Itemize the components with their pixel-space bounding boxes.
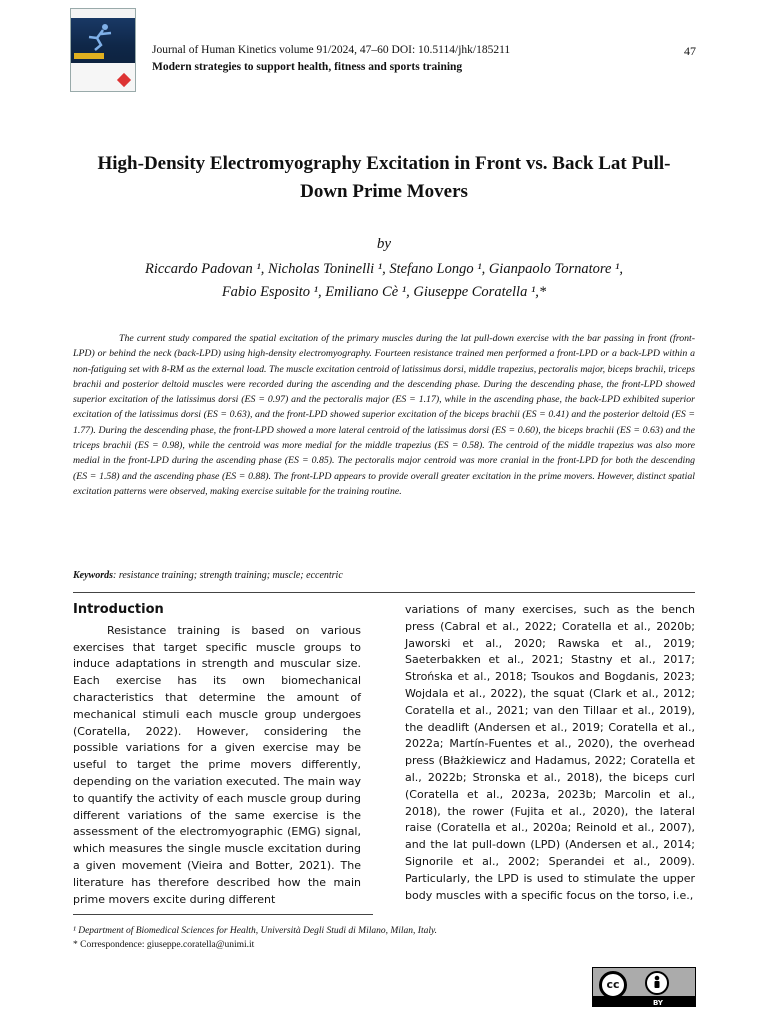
keywords xyxy=(73,570,343,581)
footnote-correspondence: * Correspondence: giuseppe.coratella@unimi.it xyxy=(73,940,255,950)
abstract: The current study compared the spatial excitation of the primary muscles during the lat pull-down exercise with the bar passing in front (front-LPD) or behind the neck (back-LPD) using high-density electromyography. Fourteen resistance trained men performed a front-LPD or a back-LPD within a non-fatiguing set with 8-RM as the external load. The muscle excitation centroid of latissimus dorsi, middle trapezius, pectoralis major, biceps brachii, triceps brachii and posterior deltoid muscles were recorded during the ascending and the descending phase. During the descending phase, the front-LPD showed superior excitation of the latissimus dorsi (ES = 0.97) and the pectoralis major (ES = 1.17), while in the ascending phase, the back-LPD exhibited superior excitation of the latissimus dorsi (ES = 0.63), and the front-LPD showed superior excitation of the biceps brachii (ES = 0.41) and the posterior deltoid (ES = 1.77). During the descending phase, the front-LPD showed a more lateral centroid of the latissimus dorsi (ES = 0.60), the biceps brachii (ES = 0.63) and the triceps brachii (ES = 0.98), while the centroid was more medial for the middle trapezius (ES = 0.58). The centroid of the middle trapezius was also more medial in the front-LPD during the ascending phase (ES = 0.85). The pectoralis major centroid was more cranial in the front-LPD for both the descending (ES = 1.58) and the ascending phase (ES = 0.88). The front-LPD appears to provide overall greater excitation in the prime movers. However, distinct spatial excitation patterns were observed, making exercise suitable for the training routine. xyxy=(73,333,695,497)
authors-line-2: Fabio Esposito ¹, Emiliano Cè ¹, Giuseppe Coratella ¹,* xyxy=(221,284,547,300)
cover-top-band xyxy=(71,9,135,18)
by-label: by xyxy=(376,236,392,252)
keywords-list: : resistance training; strength training; muscle; eccentric xyxy=(113,570,343,581)
journal-cover-image xyxy=(70,8,136,92)
article-title: High-Density Electromyography Excitation in Front vs. Back Lat Pull-Down Prime Movers xyxy=(97,153,671,202)
body-column-left xyxy=(73,602,361,908)
body-paragraph-right: variations of many exercises, such as the bench press (Cabral et al., 2022; Coratella et al., 2020b; Jaworski et al., 2020; Rawska et al., 2019; Saeterbakken et al., 2021; Stastny et al., 2017; Strońska et al., 2018; Tsoukos and Bogdanis, 2023; Wojdala et al., 2022), the squat (Clark et al., 2012; Coratella et al., 2021; van den Tillaar et al., 2019), the deadlift (Andersen et al., 2019; Coratella et al., 2022a; Martín-Fuentes et al., 2020), the overhead press (Błażkiewicz and Hadamus, 2022; Coratella et al., 2022b; Stronska et al., 2018), the biceps curl (Coratella et al., 2023a, 2023b; Marcolin et al., 2018), the rower (Fujita et al., 2020), the lateral raise (Coratella et al., 2020a; Reinold et al., 2007), and the lat pull-down (LPD) (Andersen et al., 2014; Signorile et al., 2002; Sperandei et al., 2009). Particularly, the LPD is used to stimulate the upper body muscles with a specific focus on the torso, i.e., xyxy=(405,603,695,902)
athlete-figure-icon xyxy=(85,23,115,51)
footnote-affiliation: ¹ Department of Biomedical Sciences for Health, Università Degli Studi di Milano, Milan, Italy. xyxy=(73,926,438,936)
footnote-divider xyxy=(73,914,373,915)
cover-title-band xyxy=(74,53,104,59)
keywords-label: Keywords xyxy=(73,570,113,581)
journal-citation: Journal of Human Kinetics volume 91/2024, 47–60 DOI: 10.5114/jhk/185211 xyxy=(152,44,511,56)
body-paragraph-left: Resistance training is based on various exercises that target specific muscle groups to induce adaptations in strength and muscular size. Each exercise has its own biomechanical characteristics that determine the amount of mechanical stimuli each muscle group undergoes (Coratella, 2022). However, considering the possible variations for a given exercise may be useful to target the prime movers differently, depending on the variation executed. The main way to quantify the activity of each muscle group during different variations of the same exercise is the assessment of the electromyographic (EMG) signal, which measures the single muscle excitation during a given movement (Vieira and Botter, 2021). The literature has therefore described how the main prime movers excite during different xyxy=(73,623,361,906)
page-number: 47 xyxy=(684,44,696,58)
body-column-right xyxy=(405,602,695,904)
by-label-badge: BY xyxy=(652,999,664,1007)
authors-line-1: Riccardo Padovan ¹, Nicholas Toninelli ¹, Stefano Longo ¹, Gianpaolo Tornatore ¹, xyxy=(144,261,624,277)
section-divider xyxy=(73,592,695,593)
author-list xyxy=(60,258,708,304)
attribution-person-icon xyxy=(645,971,669,995)
journal-subtitle: Modern strategies to support health, fitness and sports training xyxy=(152,61,463,73)
cc-icon: cc xyxy=(599,971,627,999)
section-heading-introduction: Introduction xyxy=(73,602,164,617)
creative-commons-by-icon[interactable] xyxy=(592,967,696,1007)
